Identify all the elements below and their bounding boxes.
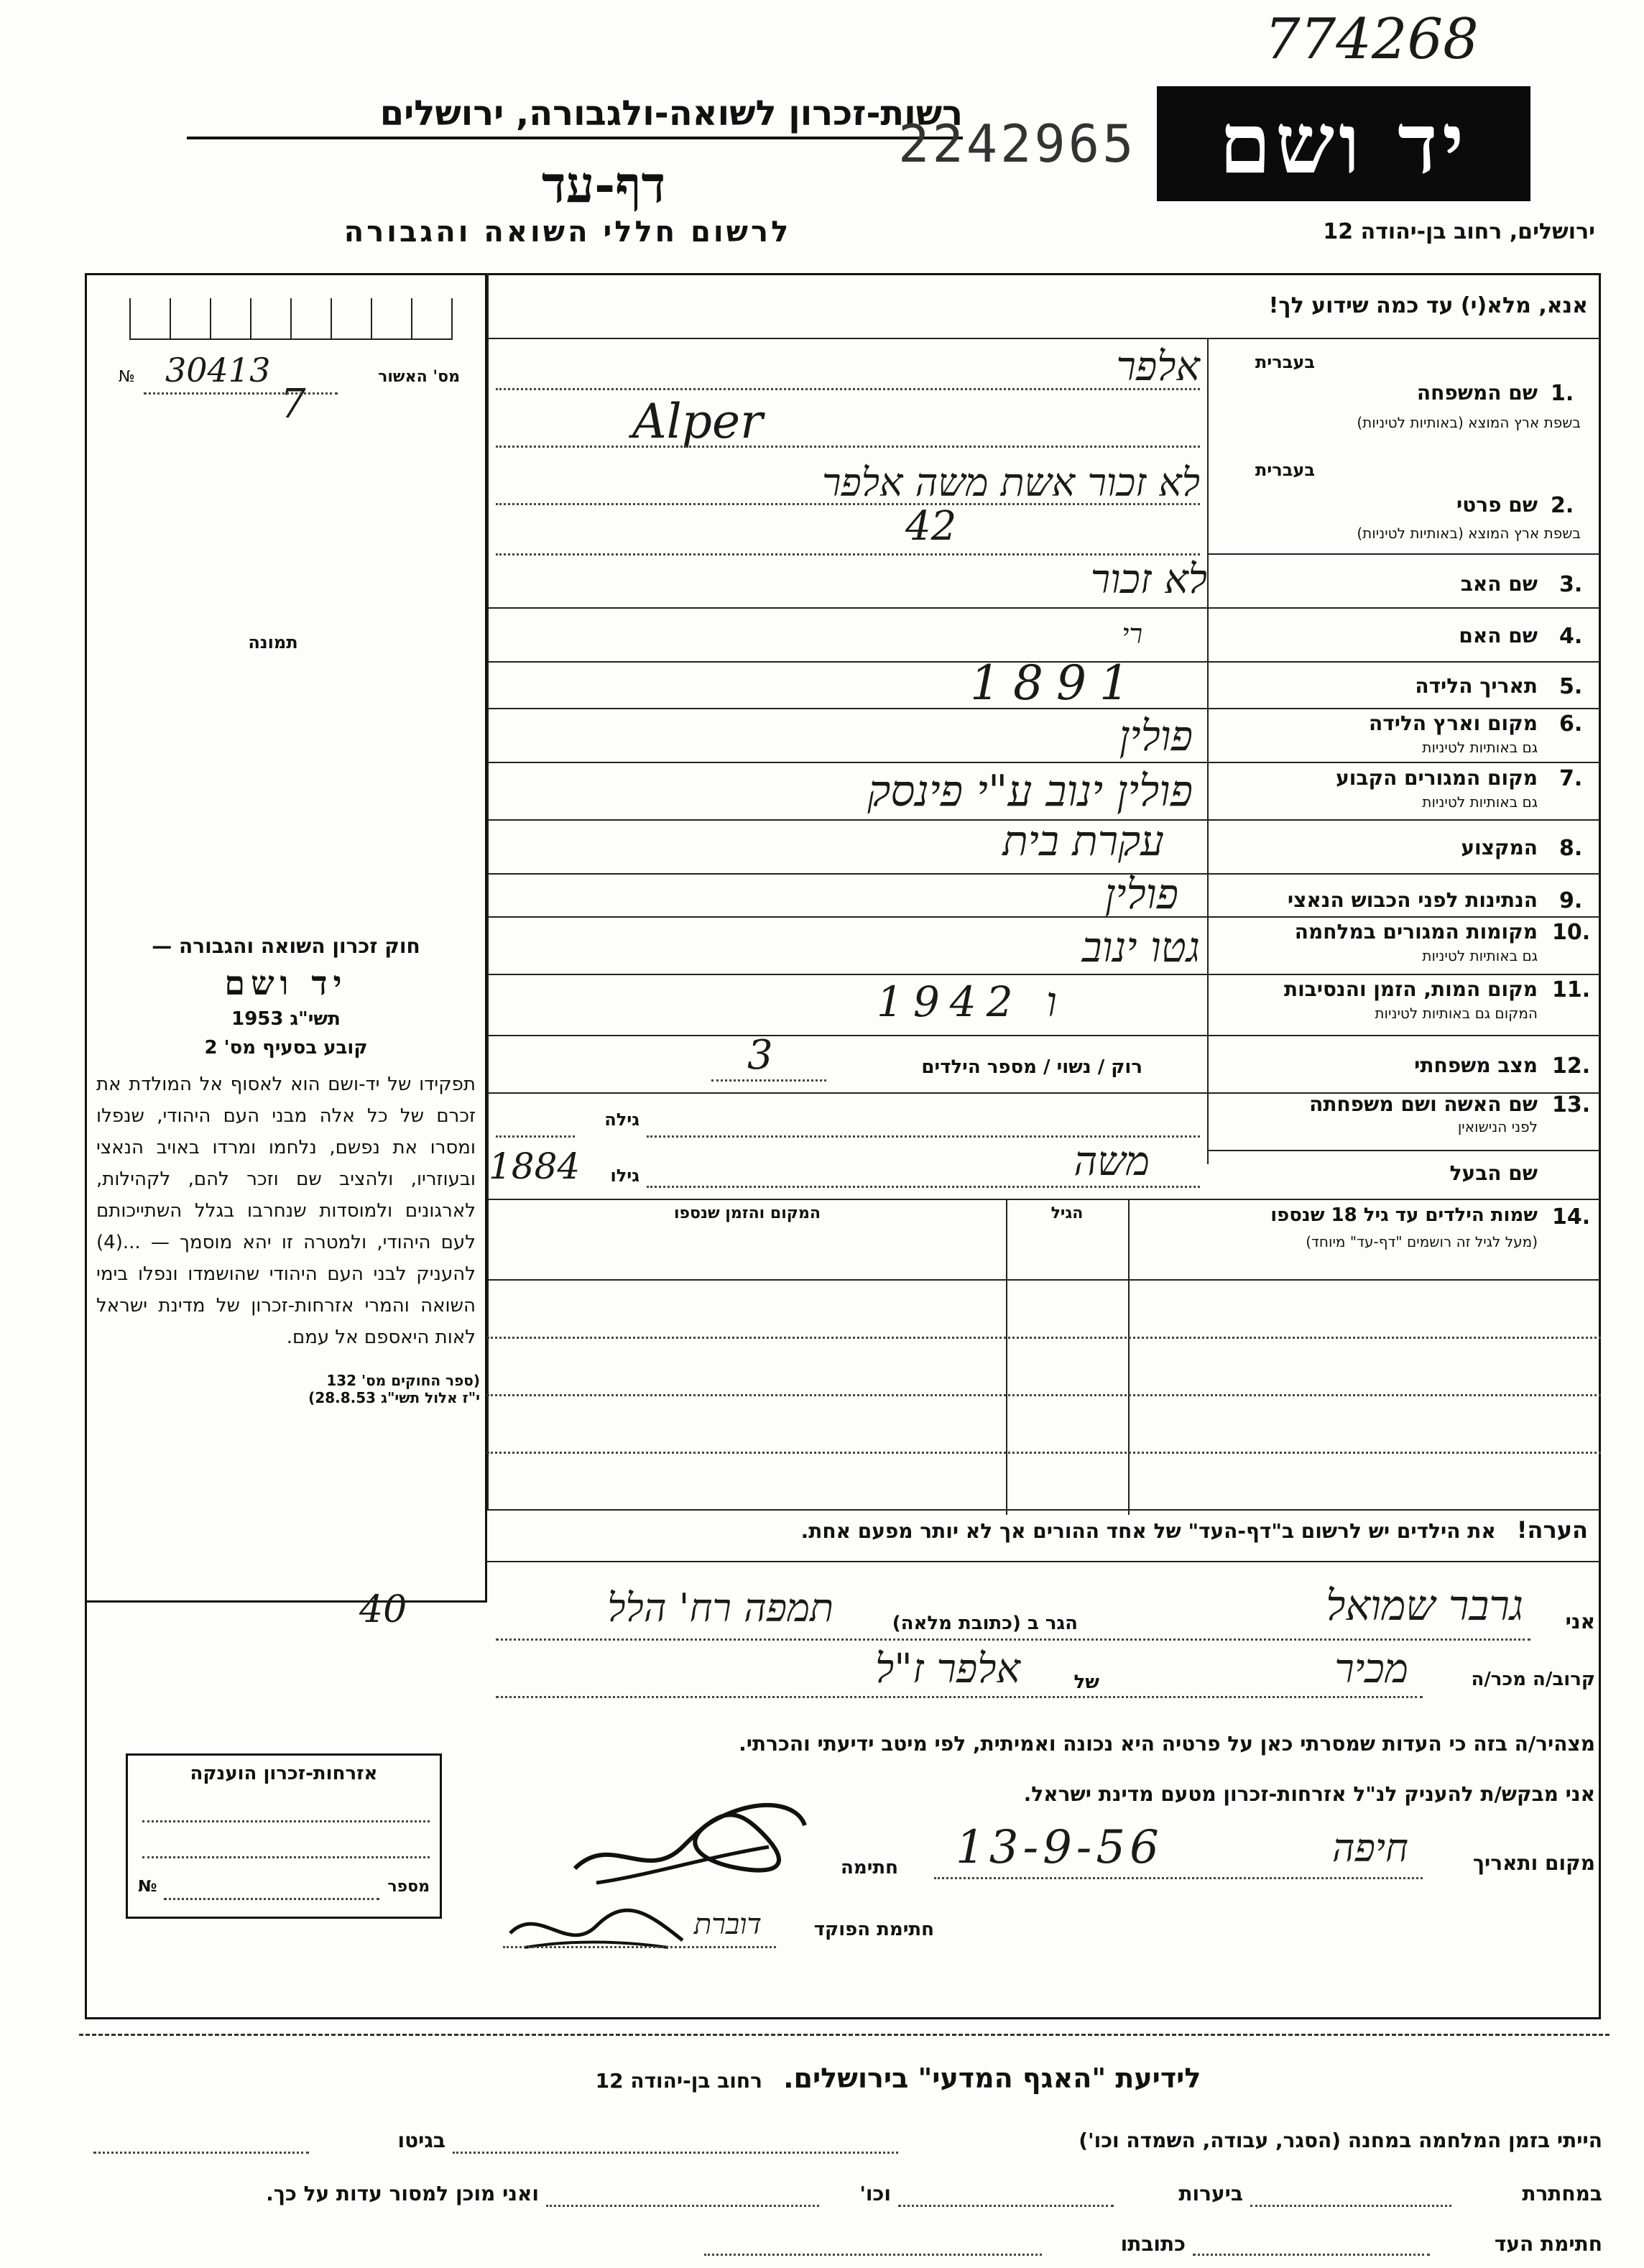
law-year: תשי"ג 1953: [231, 1008, 341, 1030]
field-2-sub: בשפת ארץ המוצא (באותיות לטיניות): [1357, 525, 1581, 542]
approval-no-symbol: №: [119, 368, 135, 386]
field-4-label: שם האם: [1459, 624, 1538, 647]
approval-number-label: מס' האשור: [378, 368, 460, 386]
law-box: [92, 934, 480, 1581]
note-row: [496, 1516, 1588, 1559]
wife-age-label: גילה: [604, 1110, 639, 1130]
declarant-lives-label: הגר ב (כתובת מלאה): [892, 1613, 1078, 1634]
field-1-tag: בעברית: [1255, 352, 1315, 372]
field-11-label: מקום המות, הזמן והנסיבות: [1283, 977, 1538, 1001]
law-clause: קובע בסעיף מס' 2: [204, 1037, 368, 1059]
citizenship-title: אזרחות-זכרון הוענקה: [190, 1763, 378, 1784]
signature-label: חתימה: [841, 1857, 898, 1879]
bottom-title: לידיעת "האגף המדעי" בירושלים.: [783, 2062, 1201, 2094]
note-text: את הילדים יש לרשום ב"דף-העד" של אחד ההורים אך לא יותר מפעם אחת.: [800, 1519, 1496, 1543]
stamped-number: 2242965: [898, 114, 1137, 174]
field-8-num: 8.: [1559, 836, 1583, 861]
husband-name[interactable]: משה: [1073, 1138, 1150, 1185]
field-8-label: המקצוע: [1461, 836, 1538, 859]
field-1-value-latin[interactable]: Alper: [632, 394, 763, 449]
bottom-address: רחוב בן-יהודה 12: [595, 2069, 762, 2093]
field-13-label: שם האשה ושם משפחתה: [1309, 1092, 1538, 1116]
official-label: חתימת הפוקד: [813, 1919, 934, 1940]
field-7-num: 7.: [1559, 766, 1583, 791]
field-8-value[interactable]: עקרת בית: [1002, 816, 1164, 865]
field-1-value[interactable]: אלפר: [1116, 344, 1200, 390]
field-5-value[interactable]: 1891: [970, 655, 1142, 711]
children-count[interactable]: 3: [747, 1032, 773, 1079]
field-13-sub: לפני הנישואין: [1457, 1118, 1538, 1135]
field-12-num: 12.: [1552, 1054, 1591, 1079]
declaration-text: מצהיר/ה בזה כי העדות שמסרתי כאן על פרטיה היא נכונה ואמיתית, לפי מיטב ידיעתי והכרתי.: [739, 1732, 1595, 1756]
intro-text: אנא, מלא(י) עד כמה שידוע לך!: [1268, 293, 1588, 318]
law-org: יד ושם: [224, 964, 348, 1002]
field-12-label: מצב משפחתי: [1414, 1054, 1538, 1077]
field-9-num: 9.: [1559, 888, 1583, 913]
field-1-label: שם המשפחה: [1416, 381, 1538, 405]
citizenship-box: [126, 1753, 442, 1919]
marital-options: רוק / נשוי / מספר הילדים: [921, 1056, 1142, 1078]
husband-age-value[interactable]: 1884: [489, 1145, 581, 1187]
bottom-divider: [79, 2034, 1610, 2036]
bottom-ghetto-label: בגיטו: [397, 2129, 445, 2152]
field-6-sub: גם באותיות לטיניות: [1422, 739, 1538, 756]
field-10-label: מקומות המגורים במלחמה: [1294, 920, 1538, 944]
logo-text: יד ושם: [1219, 94, 1469, 193]
field-3-value[interactable]: לא זכור: [1090, 556, 1207, 603]
field-4-value[interactable]: רי: [1122, 618, 1142, 650]
declarant-address[interactable]: תמפה רח' הלל: [607, 1585, 833, 1631]
husband-label: שם הבעל: [1449, 1161, 1538, 1185]
field-1-num: 1.: [1551, 381, 1574, 406]
form-subtitle: לרשום חללי השואה והגבורה: [343, 216, 792, 249]
field-4-num: 4.: [1559, 624, 1583, 649]
bottom-camp-label: הייתי בזמן המלחמה במחנה (הסגר, עבודה, השמדה וכו'): [1079, 2129, 1602, 2152]
field-10-num: 10.: [1552, 920, 1591, 945]
yad-vashem-logo: [1157, 86, 1530, 201]
relation-of-label: של: [1073, 1672, 1099, 1693]
law-source: (ספר החוקים מס' 132: [326, 1372, 480, 1389]
field-3-label: שם האב: [1460, 572, 1538, 596]
note-label: הערה!: [1516, 1516, 1588, 1544]
field-14-num: 14.: [1552, 1204, 1591, 1230]
bottom-address-label: כתובתו: [1120, 2232, 1186, 2256]
hatch-boxes: [129, 298, 453, 340]
bottom-title-row: [503, 2062, 1293, 2094]
relation-label: קרוב/ה מכר/ה: [1471, 1669, 1595, 1690]
approval-number-value: 30413: [165, 351, 271, 389]
col-age-header: הגיל: [1050, 1204, 1084, 1222]
citizenship-number-label: מספר: [387, 1878, 430, 1896]
field-3-num: 3.: [1559, 572, 1583, 597]
handwritten-file-number: 774268: [1265, 7, 1479, 72]
place-date-label: מקום ותאריך: [1472, 1851, 1595, 1875]
bottom-forests-label: ביערות: [1178, 2182, 1243, 2205]
col-place-header: המקום והזמן שנספו: [674, 1204, 821, 1222]
field-9-label: הנתינות לפני הכבוש הנאצי: [1287, 888, 1538, 912]
field-2-value[interactable]: לא זכור אשת משה אלפר: [821, 460, 1200, 505]
bottom-etc-label: וכו': [859, 2182, 891, 2205]
bottom-underground-label: במחתרת: [1522, 2182, 1602, 2205]
field-10-sub: גם באותיות לטיניות: [1422, 947, 1538, 964]
field-7-value[interactable]: פולין ינוב ע"י פינסק: [867, 766, 1193, 816]
field-7-sub: גם באותיות לטיניות: [1422, 793, 1538, 811]
field-5-label: תאריך הלידה: [1415, 674, 1538, 698]
field-14-sub: (מעל לגיל זה רושמים "דף-עד" מיוחד): [1306, 1233, 1538, 1250]
field-11-num: 11.: [1552, 977, 1591, 1002]
relation-value[interactable]: מכיר: [1334, 1646, 1408, 1692]
field-13-num: 13.: [1552, 1092, 1591, 1117]
field-2-tag: בעברית: [1255, 460, 1315, 480]
bottom-witness-sig-label: חתימת העד: [1494, 2232, 1602, 2256]
date-value[interactable]: 13-9-56: [956, 1821, 1163, 1874]
field-11-sub: המקום גם באותיות לטיניות: [1375, 1005, 1538, 1022]
margin-number: 40: [359, 1588, 407, 1631]
field-6-label: מקום וארץ הלידה: [1369, 711, 1538, 735]
declarant-i-label: אני: [1565, 1610, 1595, 1633]
field-1-sub: בשפת ארץ המוצא (באותיות לטיניות): [1357, 414, 1581, 431]
header-address: ירושלים, רחוב בן-יהודה 12: [1323, 219, 1595, 244]
field-10-value[interactable]: גטו ינוב: [1081, 923, 1200, 972]
law-source-date: י"ז אלול תשי"ג 28.8.53): [308, 1389, 480, 1406]
field-6-num: 6.: [1559, 711, 1583, 737]
field-7-label: מקום המגורים הקבוע: [1336, 766, 1538, 790]
declarant-signature: [568, 1789, 812, 1904]
field-2-label: שם פרטי: [1456, 493, 1538, 517]
field-5-num: 5.: [1559, 674, 1583, 699]
declarant-name[interactable]: גרבר שמואל: [1326, 1581, 1523, 1630]
law-title: חוק זכרון השואה והגבורה —: [152, 934, 420, 958]
husband-age-label: גילו: [610, 1166, 639, 1186]
bottom-testify-label: ואני מוכן למסור עדות על כך.: [266, 2182, 539, 2205]
citizenship-no-symbol: №: [138, 1878, 157, 1896]
request-text: אני מבקש/ת להעניק לנ"ל אזרחות-זכרון מטעם מדינת ישראל.: [1023, 1782, 1595, 1806]
field-14-label: שמות הילדים עד גיל 18 שנספו: [1270, 1204, 1538, 1226]
field-2-num: 2.: [1551, 493, 1574, 518]
place-value[interactable]: חיפה: [1331, 1825, 1408, 1871]
approval-number-value2: 7: [280, 381, 306, 428]
field-11-value[interactable]: 1942 ו: [877, 977, 1067, 1026]
relation-of-name[interactable]: אלפר ז"ל: [874, 1646, 1020, 1692]
field-9-value[interactable]: פולין: [1104, 870, 1178, 918]
field-2-value-latin[interactable]: 42: [905, 503, 957, 550]
authority-title: רשות-זכרון לשואה-ולגבורה, ירושלים: [187, 93, 963, 139]
official-signature[interactable]: דוברת: [693, 1908, 762, 1941]
form-title: דף-עד: [541, 155, 666, 214]
photo-label: תמונה: [248, 632, 298, 653]
field-6-value[interactable]: פולין: [1119, 711, 1193, 760]
law-body: תפקידו של יד-ושם הוא לאסוף אל המולדת את זכרם של כל אלה מבני העם היהודי, שנפלו ומסרו את נפשם, נלחמו ומרדו באויב הנאצי ובעוזריו, ולהציב שם וזכר להם, לקהילות, לארגונים ולמוסדות שנחרבו בגלל השתייכותם לעם היהודי, ולמטרה זו יהא מוסמך — ...(4) להעניק לבני העם היהודי שהושמדו ונפלו בימי השואה והמרי אזרחות-זכרון של מדינת ישראל לאות היאספם אל עמם.: [96, 1074, 476, 1348]
official-signature-scribble: [503, 1897, 690, 1962]
